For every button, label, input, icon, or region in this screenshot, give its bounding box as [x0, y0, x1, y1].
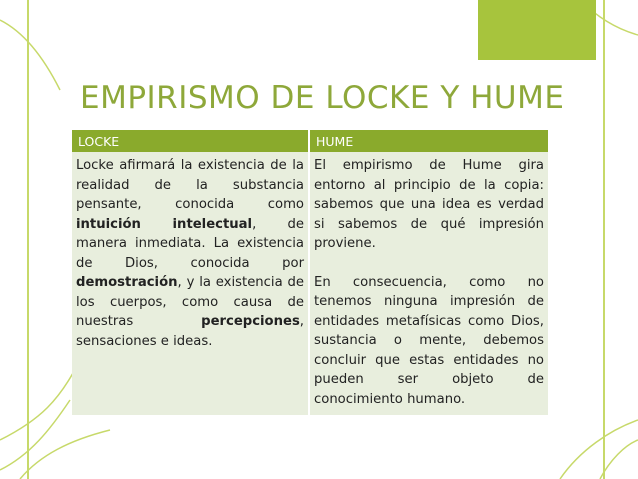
table-row [72, 152, 548, 415]
locke-text-4: , sensaciones e ideas. [76, 314, 304, 349]
table-header-row [72, 130, 548, 152]
comparison-table [72, 130, 548, 415]
cell-locke [72, 152, 310, 415]
hume-paragraph-2: En consecuencia, como no tenemos ninguna impresión de entidades metafísicas como Dios, sustancia o mente, debemos concluir que estas entidades no pueden ser objeto de conocimiento humano. [314, 274, 544, 407]
locke-text-1: Locke afirmará la existencia de la realidad de la substancia pensante, conocida como [76, 158, 304, 212]
slide-title: EMPIRISMO DE LOCKE Y HUME [80, 80, 565, 116]
locke-bold-3: percepciones [201, 314, 300, 329]
locke-text-2: , de manera inmediata. La existencia de Dios, conocida por [76, 216, 304, 271]
header-locke: LOCKE [72, 130, 310, 152]
corner-accent [478, 0, 596, 60]
locke-bold-2: demostración [76, 275, 178, 290]
hume-paragraph-1: El empirismo de Hume gira entorno al principio de la copia: sabemos que una idea es verdad si sabemos de qué impresión proviene. [314, 158, 544, 251]
cell-hume [310, 152, 548, 415]
locke-bold-1: intuición intelectual [76, 216, 253, 232]
header-hume: HUME [310, 130, 548, 152]
locke-text-3: , y la existencia de los cuerpos, como causa de nuestras [76, 275, 304, 329]
